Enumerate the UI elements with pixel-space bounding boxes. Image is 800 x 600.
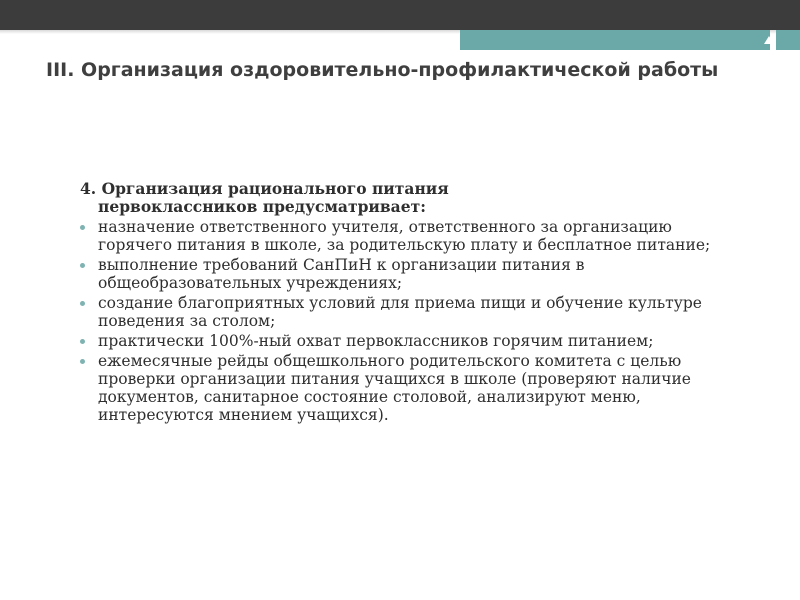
list-item [80, 352, 740, 424]
section-heading-line2: первоклассников предусматривает: [98, 197, 426, 216]
list-item-text: выполнение требований СанПиН к организации питания в общеобразовательных учреждениях; [98, 256, 585, 292]
bullet-dot-icon [80, 225, 85, 230]
bullet-dot-icon [80, 263, 85, 268]
slide-title: III. Организация оздоровительно-профилактической работы [46, 59, 719, 81]
bullet-dot-icon [80, 339, 85, 344]
slide-content [80, 180, 740, 426]
list-item [80, 256, 740, 292]
top-bar [0, 0, 800, 32]
list-item [80, 218, 740, 254]
triangle-up-icon [764, 36, 774, 44]
list-item-text: назначение ответственного учителя, ответственного за организацию горячего питания в школе, за родительскую плату и бесплатное питание; [98, 218, 711, 254]
list-item-text: практически 100%-ный охват первоклассников горячим питанием; [98, 332, 654, 350]
bullet-list [80, 218, 740, 424]
accent-band [460, 30, 770, 50]
bullet-dot-icon [80, 301, 85, 306]
list-item-text: создание благоприятных условий для приема пищи и обучение культуре поведения за столом; [98, 294, 702, 330]
accent-band-right [776, 30, 800, 50]
list-item [80, 294, 740, 330]
list-item [80, 332, 740, 350]
bullet-dot-icon [80, 359, 85, 364]
section-heading [80, 180, 740, 216]
section-heading-line1: 4. Организация рационального питания [80, 179, 449, 198]
list-item-text: ежемесячные рейды общешкольного родительского комитета с целью проверки организации питания учащихся в школе (проверяют наличие документов, санитарное состояние столовой, анализируют меню, интересуются мнением учащихся). [98, 352, 691, 424]
